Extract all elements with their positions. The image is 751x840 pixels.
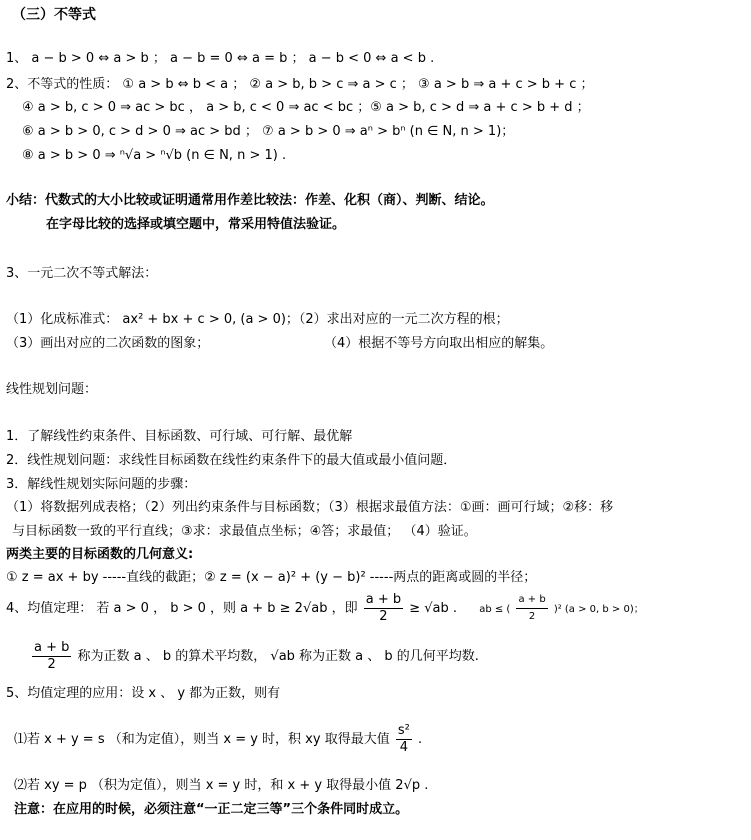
max-value-fraction [396, 723, 412, 756]
am-fraction-num: a + b [34, 640, 70, 655]
geometry-line: ① z = ax + by -----直线的截距；② z = (x − a)² + (y − b)² -----两点的距离或圆的半径； [6, 570, 537, 585]
application-2: ⑵若 xy = p （积为定值），则当 x = y 时，和 x + y 取得最小值 2√p . [14, 778, 429, 793]
mean-fraction [364, 592, 403, 625]
application-title: 5、均值定理的应用：设 x 、 y 都为正数，则有 [6, 686, 281, 701]
quadratic-title: 3、一元二次不等式解法： [6, 266, 158, 281]
line-3: ④ a > b, c > 0 ⇒ ac > bc ， a > b, c < 0 ⇒ ac < bc ；⑤ a > b, c > d ⇒ a + c > b + d ； [22, 100, 590, 115]
quadratic-step-3: （3）画出对应的二次函数的图象； [6, 336, 210, 351]
lp-item-3: 3．解线性规划实际问题的步骤： [6, 477, 197, 492]
mean-fraction-num: a + b [365, 592, 402, 607]
application-1: ⑴若 x + y = s （和为定值），则当 x = y 时，积 xy 取得最大值 $\frac{\text{s²}}{4}$ . [14, 723, 423, 755]
am-fraction-den: 2 [47, 657, 56, 672]
quadratic-step-4: （4）根据不等号方向取出相应的解集。 [324, 336, 554, 351]
summary-line-2: 在字母比较的选择或填空题中，常采用特值法验证。 [46, 217, 346, 232]
means-definition-text: 称为正数 a 、 b 的算术平均数， √ab 称为正数 a 、 b 的几何平均数. [77, 649, 479, 664]
mean-corollary-num: a + b [516, 592, 547, 609]
means-definition-line [30, 640, 479, 673]
max-value-num: s² [397, 723, 410, 738]
mean-theorem-tail: ≥ √ab . [409, 601, 458, 616]
section-title: （三）不等式 [12, 7, 96, 23]
lp-item-2: 2．线性规划问题：求线性目标函数在线性约束条件下的最大值或最小值问题． [6, 453, 457, 468]
line-1: 1、 a − b > 0 ⇔ a > b ； a − b = 0 ⇔ a = b ； a − b < 0 ⇔ a < b . [6, 51, 435, 66]
line-2: 2、不等式的性质： ① a > b ⇔ b < a ； ② a > b, b > c ⇒ a > c ； ③ a > b ⇒ a + c > b + c ； [6, 77, 594, 92]
mean-corollary-start: ab ≤ ( [479, 604, 511, 615]
max-value-den: 4 [399, 740, 408, 755]
summary-line-1: 小结：代数式的大小比较或证明通常用作差比较法：作差、化积（商）、判断、结论。 [6, 193, 494, 208]
mean-fraction-den: 2 [379, 609, 388, 624]
am-fraction [32, 640, 71, 673]
quadratic-step-1-2: （1）化成标准式： ax² + bx + c > 0, (a > 0)；（2）求出对应的一元二次方程的根； [6, 312, 509, 327]
mean-corollary-end: )² (a > 0, b > 0)； [553, 604, 644, 615]
geometry-title: 两类主要的目标函数的几何意义: [6, 547, 194, 562]
lp-item-1: 1．了解线性约束条件、目标函数、可行域、可行解、最优解 [6, 429, 353, 444]
lp-item-4: （1）将数据列成表格；（2）列出约束条件与目标函数；（3）根据求最值方法：①画：画可行域；②移：移 [6, 500, 614, 515]
mean-corollary-den: 2 [528, 611, 536, 622]
lp-item-5: 与目标函数一致的平行直线；③求：求最值点坐标；④答；求最值； （4）验证。 [12, 524, 477, 539]
mean-theorem-text: 4、均值定理： 若 a > 0 ， b > 0 ，则 a + b ≥ 2√ab ，即 [6, 601, 358, 616]
mean-theorem-line [6, 592, 644, 625]
note-line: 注意：在应用的时候，必须注意“一正二定三等”三个条件同时成立。 [14, 802, 409, 817]
line-4: ⑥ a > b > 0, c > d > 0 ⇒ ac > bd ； ⑦ a > b > 0 ⇒ aⁿ > bⁿ (n ∈ N, n > 1)； [22, 124, 515, 139]
line-5: ⑧ a > b > 0 ⇒ ⁿ√a > ⁿ√b (n ∈ N, n > 1) . [22, 148, 287, 163]
application-1-text: ⑴若 x + y = s （和为定值），则当 x = y 时，积 xy 取得最大值 [14, 732, 390, 747]
linear-programming-title: 线性规划问题： [6, 382, 98, 397]
mean-corollary-fraction [516, 592, 547, 625]
